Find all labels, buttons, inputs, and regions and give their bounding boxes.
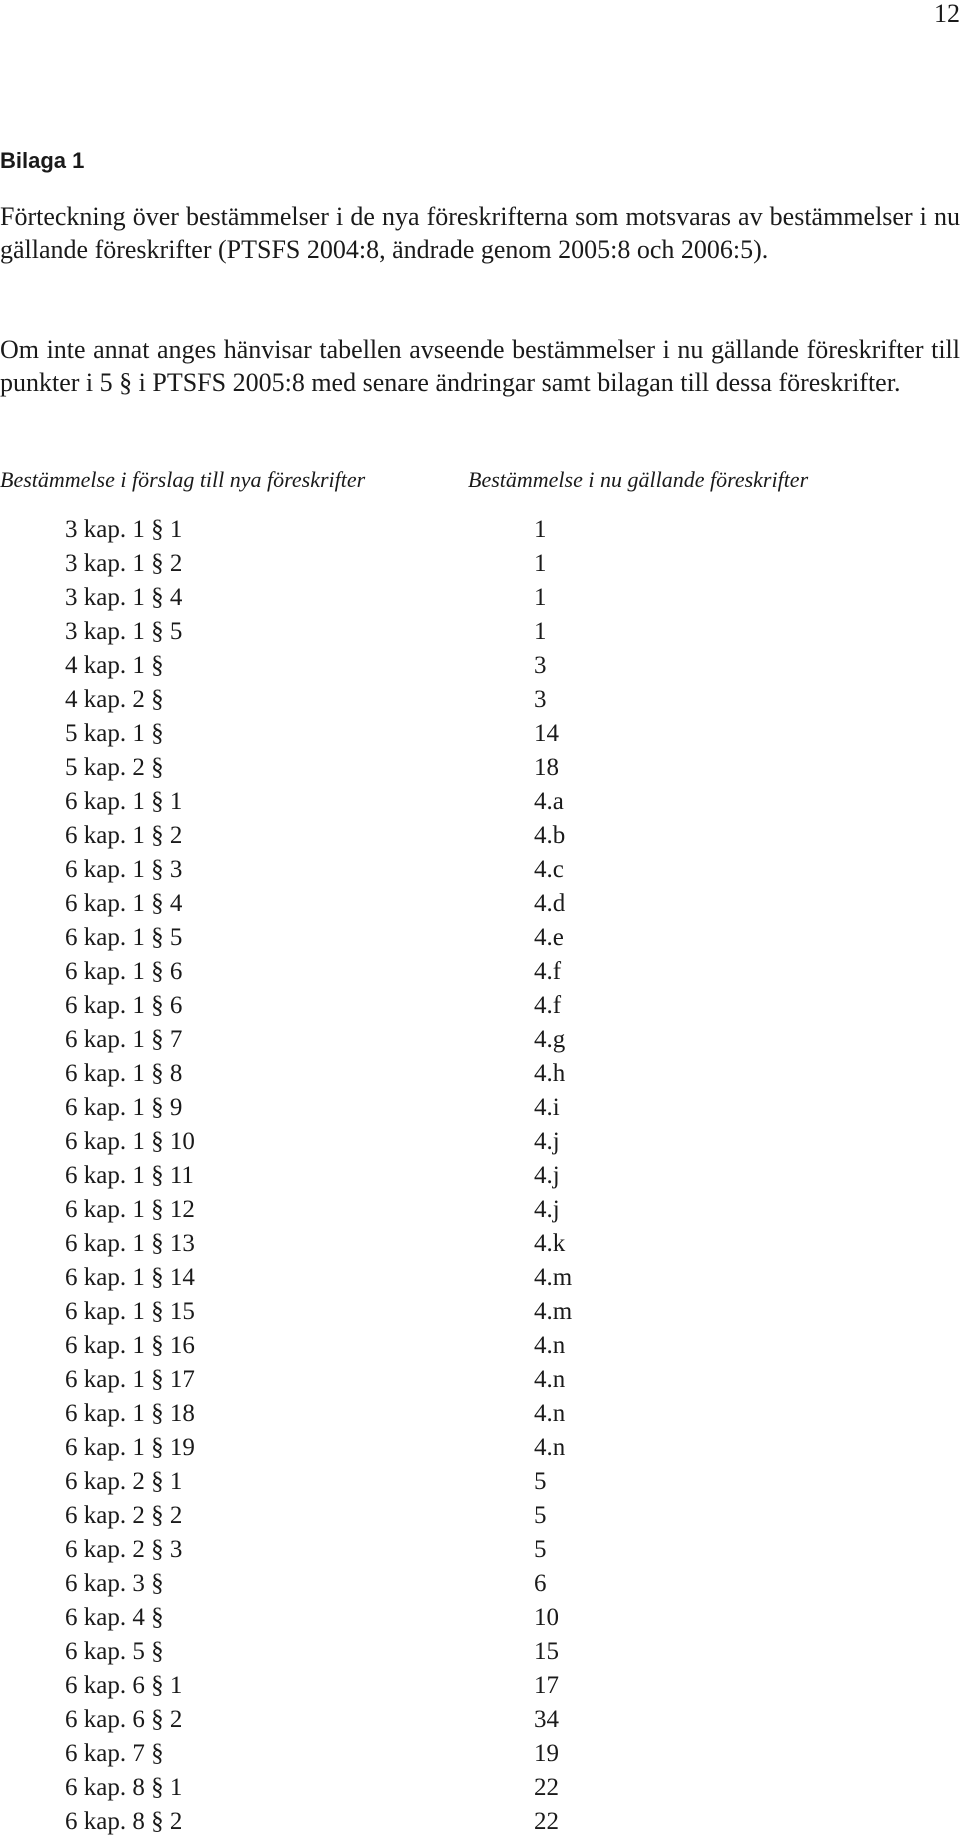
table-row [0, 615, 960, 649]
table-row [0, 1737, 960, 1771]
provision-table [0, 513, 960, 1839]
current-provision-cell: 4.f [534, 992, 562, 1019]
current-provision-cell: 4.h [534, 1060, 566, 1087]
table-row [0, 1329, 960, 1363]
current-provision-cell: 4.n [534, 1366, 566, 1393]
table-row [0, 955, 960, 989]
current-provision-cell: 4.i [534, 1094, 560, 1121]
table-row [0, 853, 960, 887]
current-provision-cell: 4.j [534, 1128, 560, 1155]
current-provision-cell: 4.c [534, 856, 564, 883]
new-provision-cell: 6 kap. 4 § [65, 1604, 164, 1631]
table-row [0, 1125, 960, 1159]
new-provision-cell: 6 kap. 1 § 19 [65, 1434, 195, 1461]
new-provision-cell: 6 kap. 1 § 9 [65, 1094, 183, 1121]
table-row [0, 1805, 960, 1839]
table-row [0, 785, 960, 819]
new-provision-cell: 6 kap. 2 § 1 [65, 1468, 183, 1495]
table-row [0, 1533, 960, 1567]
current-provision-cell: 1 [534, 516, 547, 543]
table-row [0, 1091, 960, 1125]
column-header-new-provisions: Bestämmelse i förslag till nya föreskrifter [0, 467, 366, 492]
current-provision-cell: 4.j [534, 1196, 560, 1223]
table-row [0, 649, 960, 683]
current-provision-cell: 22 [534, 1774, 559, 1801]
current-provision-cell: 22 [534, 1808, 559, 1835]
table-row [0, 1771, 960, 1805]
new-provision-cell: 6 kap. 1 § 14 [65, 1264, 195, 1291]
page-number: 12 [934, 0, 960, 28]
table-row [0, 1363, 960, 1397]
new-provision-cell: 6 kap. 1 § 6 [65, 958, 183, 985]
current-provision-cell: 4.e [534, 924, 564, 951]
table-row [0, 989, 960, 1023]
new-provision-cell: 6 kap. 7 § [65, 1740, 164, 1767]
new-provision-cell: 6 kap. 2 § 3 [65, 1536, 183, 1563]
new-provision-cell: 6 kap. 1 § 5 [65, 924, 183, 951]
current-provision-cell: 4.k [534, 1230, 566, 1257]
table-row [0, 717, 960, 751]
new-provision-cell: 6 kap. 8 § 2 [65, 1808, 183, 1835]
table-row [0, 1023, 960, 1057]
new-provision-cell: 6 kap. 1 § 12 [65, 1196, 195, 1223]
new-provision-cell: 3 kap. 1 § 1 [65, 516, 183, 543]
table-row [0, 1159, 960, 1193]
current-provision-cell: 1 [534, 550, 547, 577]
new-provision-cell: 6 kap. 6 § 1 [65, 1672, 183, 1699]
current-provision-cell: 18 [534, 754, 559, 781]
table-row [0, 1397, 960, 1431]
current-provision-cell: 5 [534, 1536, 547, 1563]
table-row [0, 1431, 960, 1465]
table-row [0, 921, 960, 955]
new-provision-cell: 4 kap. 1 § [65, 652, 164, 679]
table-row [0, 547, 960, 581]
table-row [0, 887, 960, 921]
current-provision-cell: 3 [534, 686, 547, 713]
table-row [0, 1499, 960, 1533]
table-row [0, 1567, 960, 1601]
new-provision-cell: 3 kap. 1 § 5 [65, 618, 183, 645]
current-provision-cell: 10 [534, 1604, 559, 1631]
new-provision-cell: 3 kap. 1 § 2 [65, 550, 183, 577]
table-row [0, 1057, 960, 1091]
current-provision-cell: 15 [534, 1638, 559, 1665]
table-row [0, 1295, 960, 1329]
new-provision-cell: 6 kap. 1 § 6 [65, 992, 183, 1019]
new-provision-cell: 6 kap. 3 § [65, 1570, 164, 1597]
new-provision-cell: 5 kap. 2 § [65, 754, 164, 781]
new-provision-cell: 6 kap. 1 § 17 [65, 1366, 195, 1393]
new-provision-cell: 6 kap. 1 § 7 [65, 1026, 183, 1053]
current-provision-cell: 6 [534, 1570, 547, 1597]
table-row [0, 819, 960, 853]
new-provision-cell: 6 kap. 1 § 13 [65, 1230, 195, 1257]
current-provision-cell: 4.f [534, 958, 562, 985]
column-header-current-provisions: Bestämmelse i nu gällande föreskrifter [468, 467, 809, 492]
current-provision-cell: 4.b [534, 822, 566, 849]
table-row [0, 513, 960, 547]
table-row [0, 751, 960, 785]
new-provision-cell: 6 kap. 1 § 4 [65, 890, 183, 917]
current-provision-cell: 5 [534, 1502, 547, 1529]
intro-paragraph: Förteckning över bestämmelser i de nya föreskrifterna som motsvaras av bestämmelser i nu gällande föreskrifter (PTSFS 2004:8, ändrade genom 2005:8 och 2006:5). [0, 202, 960, 264]
new-provision-cell: 6 kap. 1 § 8 [65, 1060, 183, 1087]
current-provision-cell: 4.n [534, 1400, 566, 1427]
appendix-heading: Bilaga 1 [0, 148, 85, 173]
new-provision-cell: 6 kap. 1 § 1 [65, 788, 183, 815]
current-provision-cell: 4.a [534, 788, 564, 815]
current-provision-cell: 3 [534, 652, 547, 679]
current-provision-cell: 14 [534, 720, 559, 747]
new-provision-cell: 6 kap. 1 § 10 [65, 1128, 195, 1155]
current-provision-cell: 4.m [534, 1264, 573, 1291]
current-provision-cell: 4.n [534, 1332, 566, 1359]
current-provision-cell: 4.m [534, 1298, 573, 1325]
table-row [0, 1227, 960, 1261]
new-provision-cell: 6 kap. 6 § 2 [65, 1706, 183, 1733]
new-provision-cell: 3 kap. 1 § 4 [65, 584, 183, 611]
current-provision-cell: 1 [534, 584, 547, 611]
new-provision-cell: 6 kap. 1 § 18 [65, 1400, 195, 1427]
table-row [0, 1465, 960, 1499]
reference-note-paragraph: Om inte annat anges hänvisar tabellen avseende bestämmelser i nu gällande föreskrifter till punkter i 5 § i PTSFS 2005:8 med senare ändringar samt bilagan till dessa föreskrifter. [0, 335, 960, 397]
new-provision-cell: 6 kap. 1 § 2 [65, 822, 183, 849]
current-provision-cell: 4.j [534, 1162, 560, 1189]
current-provision-cell: 17 [534, 1672, 559, 1699]
table-row [0, 1635, 960, 1669]
current-provision-cell: 34 [534, 1706, 559, 1733]
new-provision-cell: 6 kap. 1 § 15 [65, 1298, 195, 1325]
new-provision-cell: 6 kap. 1 § 11 [65, 1162, 194, 1189]
new-provision-cell: 6 kap. 8 § 1 [65, 1774, 183, 1801]
table-row [0, 1601, 960, 1635]
current-provision-cell: 5 [534, 1468, 547, 1495]
current-provision-cell: 4.d [534, 890, 566, 917]
current-provision-cell: 4.g [534, 1026, 566, 1053]
new-provision-cell: 6 kap. 5 § [65, 1638, 164, 1665]
table-row [0, 1261, 960, 1295]
current-provision-cell: 4.n [534, 1434, 566, 1461]
table-row [0, 1193, 960, 1227]
table-row [0, 1669, 960, 1703]
new-provision-cell: 6 kap. 1 § 3 [65, 856, 183, 883]
new-provision-cell: 6 kap. 1 § 16 [65, 1332, 195, 1359]
current-provision-cell: 1 [534, 618, 547, 645]
table-row [0, 581, 960, 615]
current-provision-cell: 19 [534, 1740, 559, 1767]
table-row [0, 1703, 960, 1737]
new-provision-cell: 4 kap. 2 § [65, 686, 164, 713]
new-provision-cell: 5 kap. 1 § [65, 720, 164, 747]
new-provision-cell: 6 kap. 2 § 2 [65, 1502, 183, 1529]
table-row [0, 683, 960, 717]
